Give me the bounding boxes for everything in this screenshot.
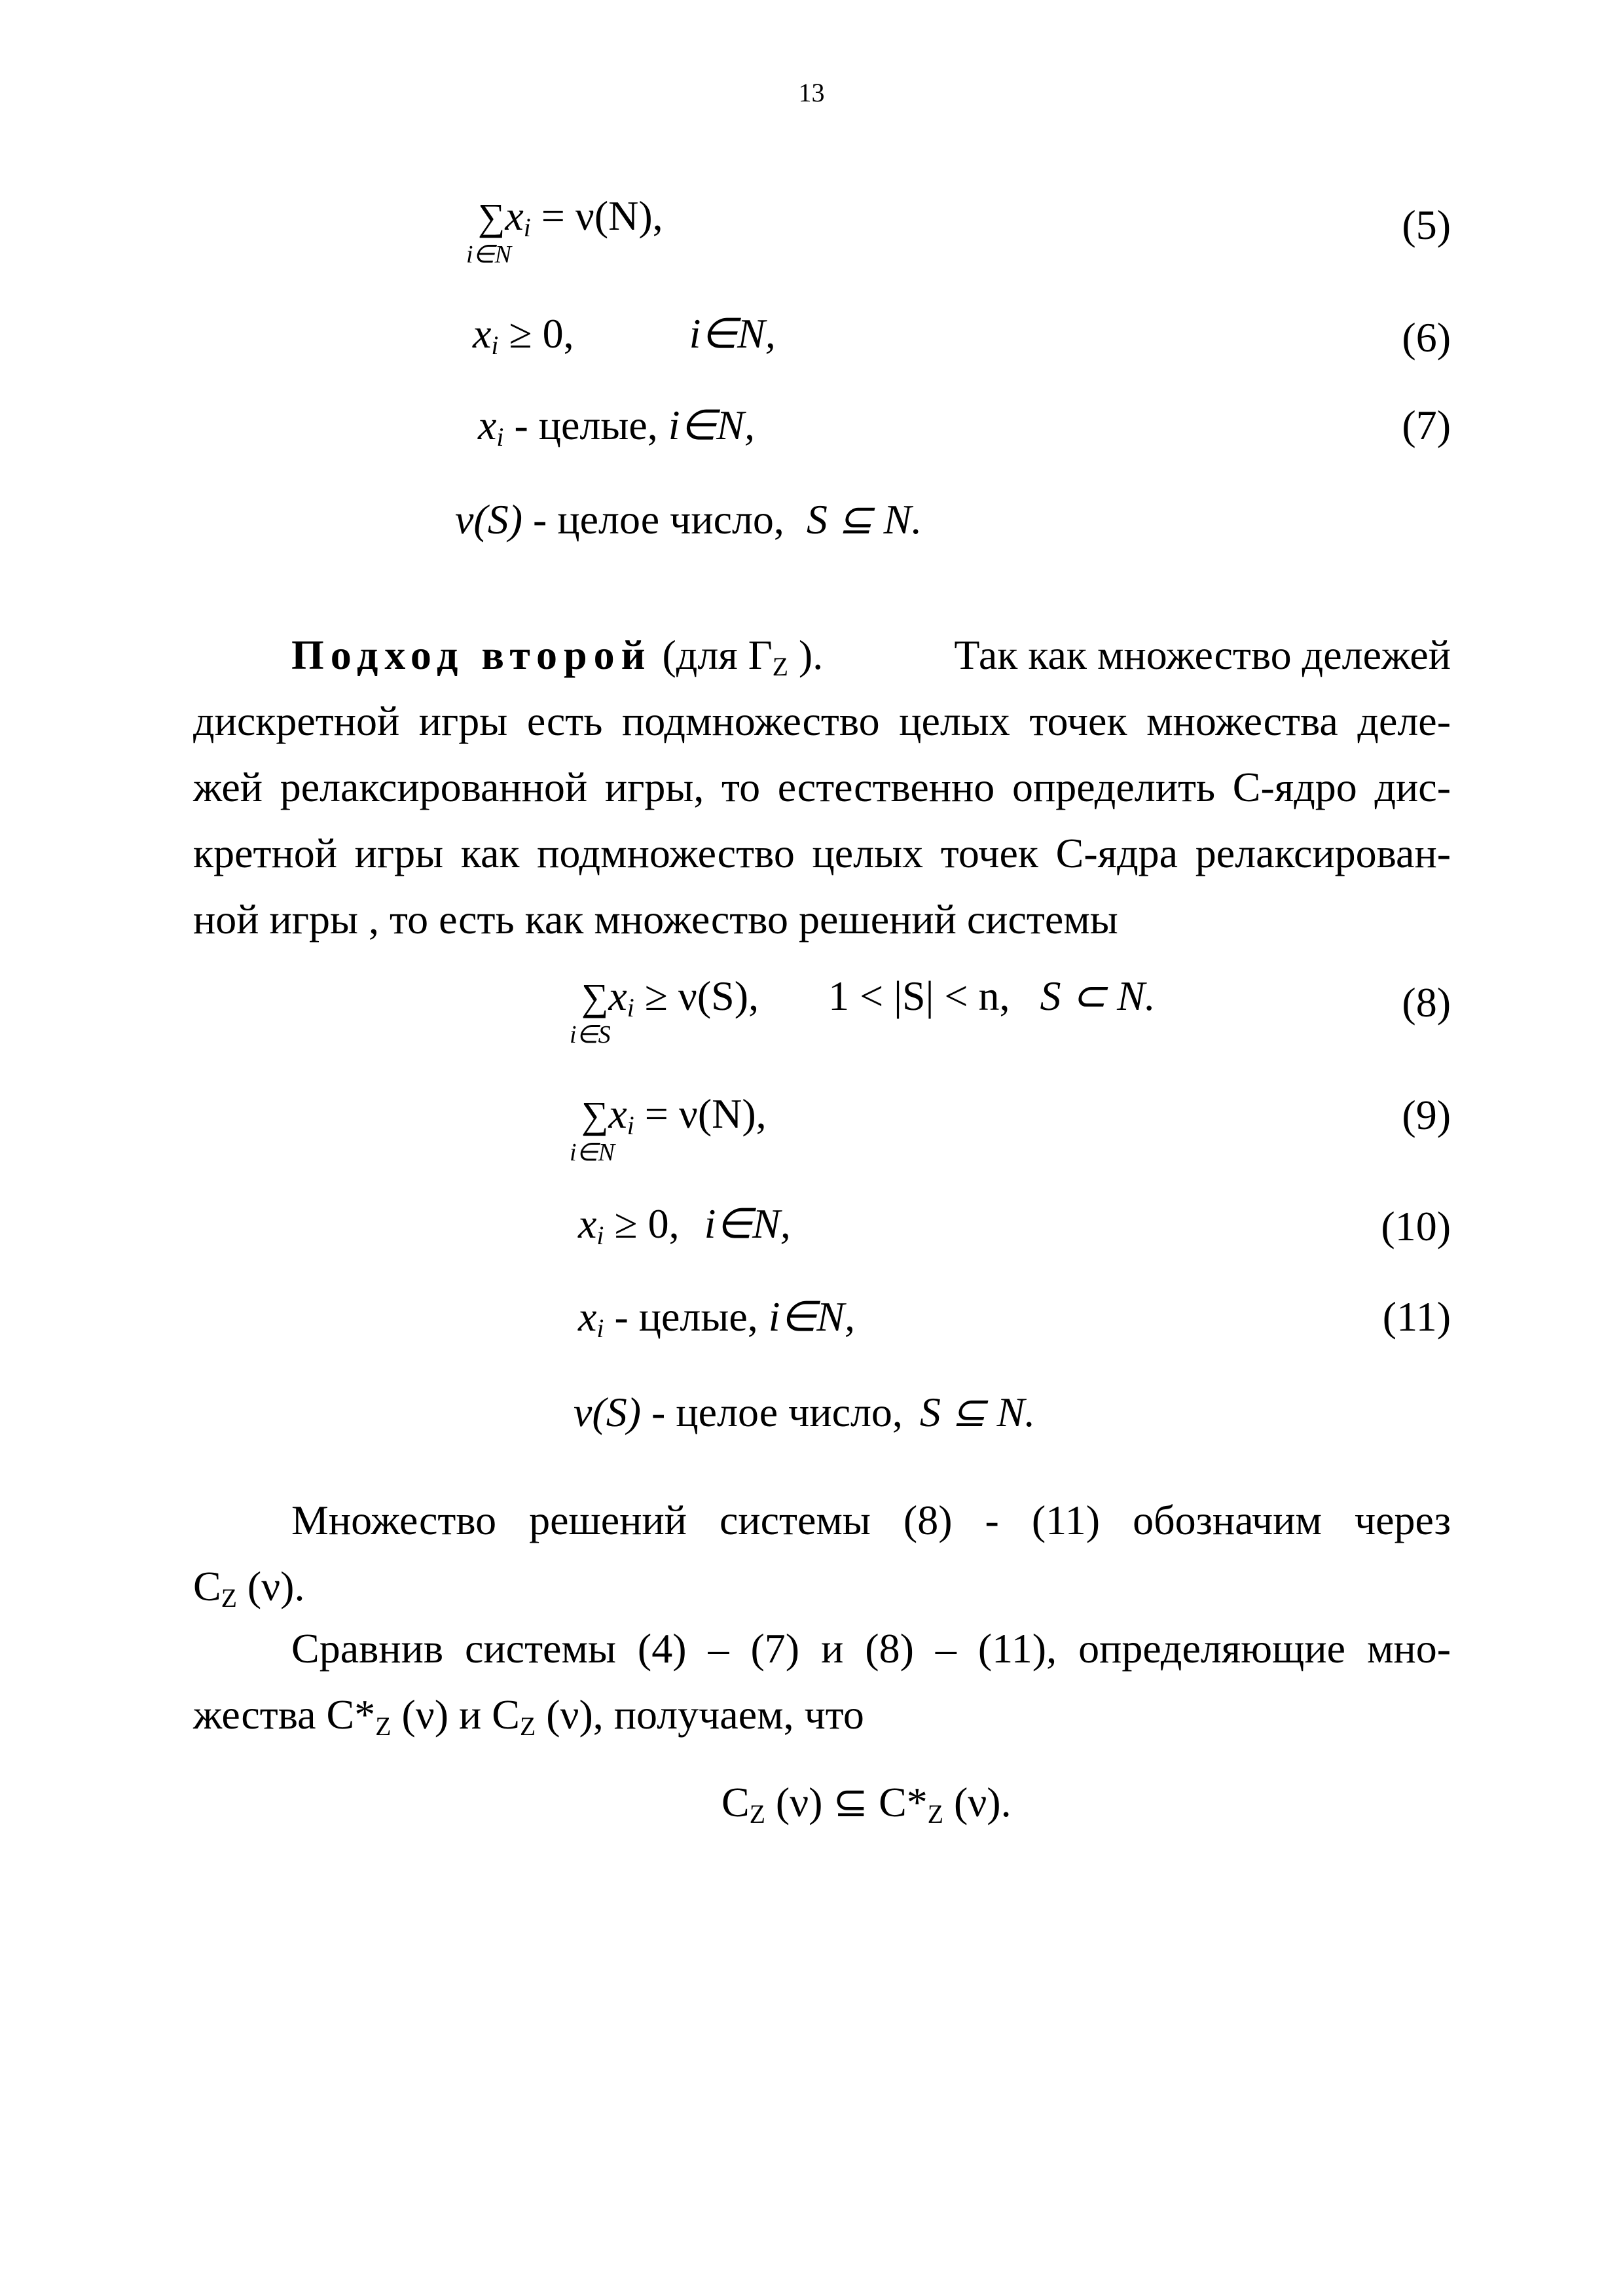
equation-6: $x_i \ge 0$, i∈N, [473,310,776,360]
equation-number-6: (6) [1402,314,1451,361]
page-number: 13 [798,78,825,107]
equation-11: $x_i$ - целые, i∈N, [578,1293,855,1343]
paragraph-second-approach: Подход второй (для $\Gamma_Z$ ). Так как множество дележей дискретной игры есть подмножество целых точек множества деле- жей релаксированной игры, то естественно определить С-ядро дис- кретной игры как подмножество целых точек С-ядра релаксирован- ной игры , то есть как множество решений системы [193,632,1451,942]
equation-number-9: (9) [1402,1092,1451,1138]
sum-symbol: ∑ i∈S [570,976,611,1049]
final-formula: $C_Z$ (ν) ⊆ $C*_Z$ (ν). [721,1779,1012,1829]
equation-8: ∑ i∈S $x_i \ge \nu(S)$, 1 < |S| < n, S ⊂ N. [570,973,1156,1049]
sum-symbol: ∑ i∈N [570,1094,615,1166]
equation-number-8: (8) [1402,979,1451,1026]
equation-5: ∑ i∈N $x_i = \nu(N)$, [466,192,663,268]
equation-number-11: (11) [1382,1293,1451,1340]
equation-10: $x_i \ge 0$, i∈N, [578,1200,791,1250]
approach-heading: Подход второй [291,632,652,678]
sum-symbol: ∑ i∈N [466,196,512,268]
equation-number-7: (7) [1402,402,1451,448]
equation-number-10: (10) [1381,1203,1451,1249]
paragraph-solution-set: Множество решений системы (8) - (11) обозначим через $C_Z$ (ν). [193,1497,1451,1613]
equation-integer-value: ν(S) - целое число, S ⊆ N. [455,496,922,543]
equation-integer-value-2: ν(S) - целое число, S ⊆ N. [574,1389,1036,1435]
equation-7: $x_i$ - целые, i∈N, [478,402,755,452]
equation-9: ∑ i∈N $x_i = \nu(N)$, [570,1090,767,1166]
paragraph-comparison: Сравнив системы (4) – (7) и (8) – (11), определяющие мно- жества $C*_Z$ (ν) и $C_Z$ (ν), получаем, что [193,1625,1451,1741]
equation-number-5: (5) [1402,202,1451,248]
